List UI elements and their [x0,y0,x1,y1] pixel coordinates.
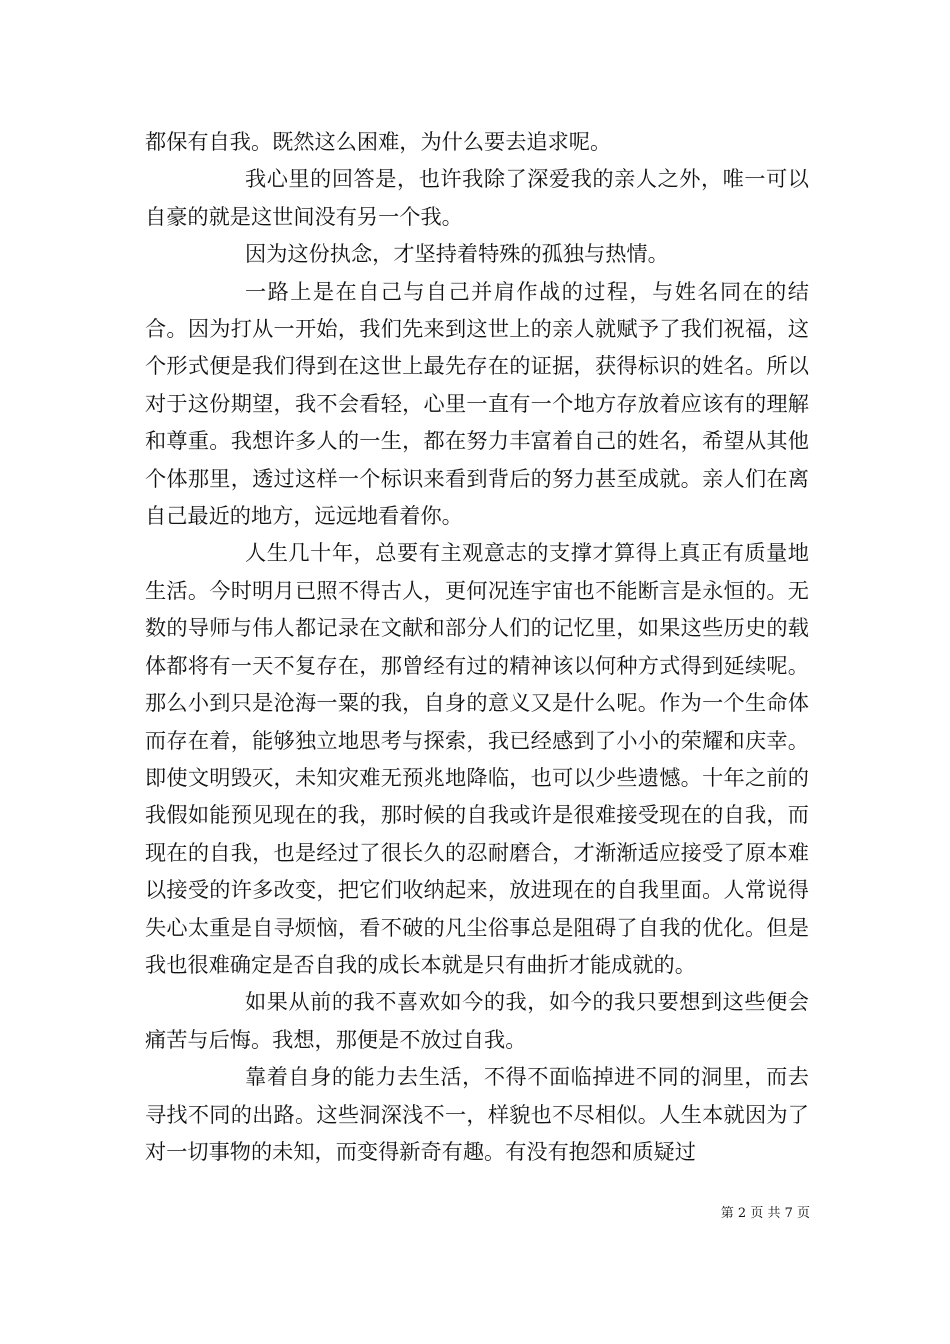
paragraph-7: 靠着自身的能力去生活，不得不面临掉进不同的洞里，而去寻找不同的出路。这些洞深浅不一，样貌也不尽相似。人生本就因为了对一切事物的未知，而变得新奇有趣。有没有抱怨和质疑过 [145,1064,809,1164]
paragraph-1: 都保有自我。既然这么困难，为什么要去追求呢。 [145,129,612,154]
paragraph-3: 因为这份执念，才坚持着特殊的孤独与热情。 [245,241,669,267]
paragraph-2: 我心里的回答是，也许我除了深爱我的亲人之外，唯一可以自豪的就是这世间没有另一个我。 [145,166,809,229]
paragraph-4: 一路上是在自己与自己并肩作战的过程，与姓名同在的结合。因为打从一开始，我们先来到这世上的亲人就赋予了我们祝福，这个形式便是我们得到在这世上最先存在的证据，获得标识的姓名。所以对于这份期望，我不会看轻，心里一直有一个地方存放着应该有的理解和尊重。我想许多人的一生，都在努力丰富着自己的姓名，希望从其他个体那里，透过这样一个标识来看到背后的努力甚至成就。亲人们在离自己最近的地方，远远地看着你。 [145,278,809,529]
paragraph-5: 人生几十年，总要有主观意志的支撑才算得上真正有质量地生活。今时明月已照不得古人，更何况连宇宙也不能断言是永恒的。无数的导师与伟人都记录在文献和部分人们的记忆里，如果这些历史的载体都将有一天不复存在，那曾经有过的精神该以何种方式得到延续呢。那么小到只是沧海一粟的我，自身的意义又是什么呢。作为一个生命体而存在着，能够独立地思考与探索，我已经感到了小小的荣耀和庆幸。即使文明毁灭，未知灾难无预兆地降临，也可以少些遗憾。十年之前的我假如能预见现在的我，那时候的自我或许是很难接受现在的自我，而现在的自我，也是经过了很长久的忍耐磨合，才渐渐适应接受了原本难以接受的许多改变，把它们收纳起来，放进现在的自我里面。人常说得失心太重是自寻烦恼，看不破的凡尘俗事总是阻碍了自我的优化。但是我也很难确定是否自我的成长本就是只有曲折才能成就的。 [145,540,809,977]
document-body [145,123,809,1170]
page-number-footer: 第 2 页 共 7 页 [720,1206,810,1221]
paragraph-6: 如果从前的我不喜欢如今的我，如今的我只要想到这些便会痛苦与后悔。我想，那便是不放过自我。 [145,989,809,1052]
